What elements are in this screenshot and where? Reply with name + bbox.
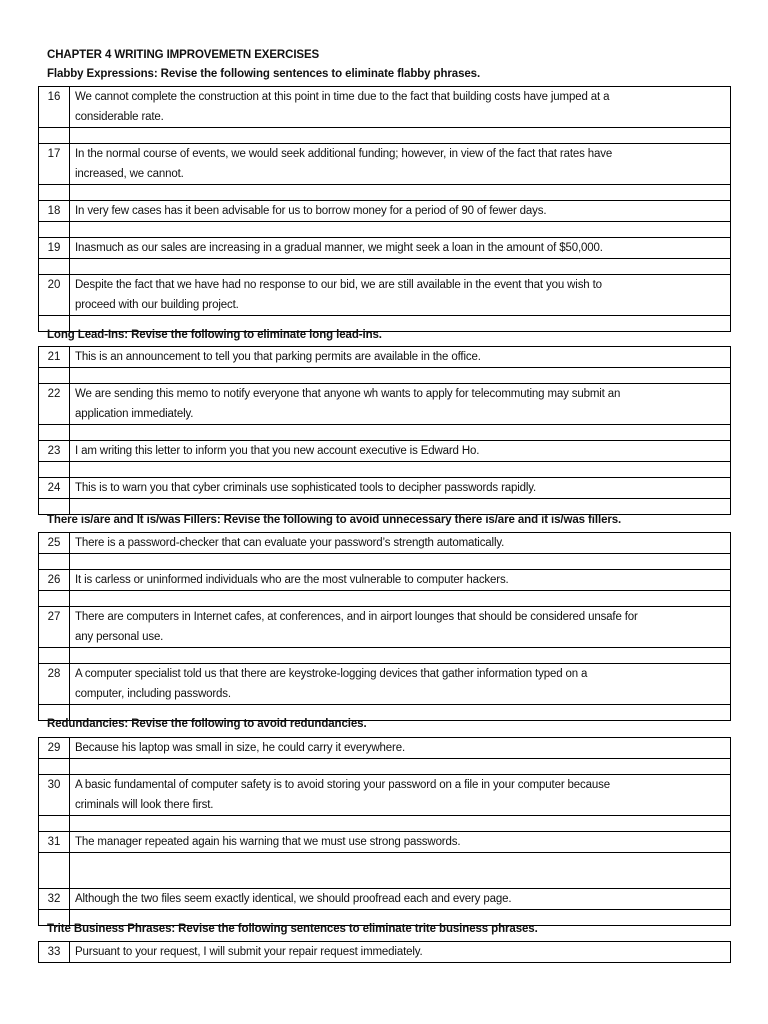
exercise-row [39,664,731,705]
exercise-row [39,384,731,425]
answer-row [39,425,731,441]
item-number: 16 [39,87,70,128]
item-text: I am writing this letter to inform you that you new account executive is Edward Ho. [70,441,731,462]
answer-row [39,462,731,478]
item-text: There are computers in Internet cafes, at conferences, and in airport lounges that should be considered unsafe for any personal use. [70,607,731,648]
exercise-row [39,738,731,759]
item-text: Because his laptop was small in size, he could carry it everywhere. [70,738,731,759]
item-text: We are sending this memo to notify everyone that anyone wh wants to apply for telecommuting may submit an application immediately. [70,384,731,425]
item-number: 29 [39,738,70,759]
item-number: 28 [39,664,70,705]
item-text: Despite the fact that we have had no response to our bid, we are still available in the event that you wish to proceed with our building project. [70,275,731,316]
answer-row [39,368,731,384]
exercise-row [39,570,731,591]
item-text: This is to warn you that cyber criminals use sophisticated tools to decipher passwords rapidly. [70,478,731,499]
answer-row [39,222,731,238]
item-text: A computer specialist told us that there are keystroke-logging devices that gather information typed on a computer, including passwords. [70,664,731,705]
exercise-table-redundancies [38,737,731,926]
section-heading-trite-phrases: Trite Business Phrases: Revise the following sentences to eliminate trite business phrases. [47,923,538,935]
exercise-table-long-lead-ins [38,346,731,515]
item-number: 31 [39,832,70,853]
exercise-table-trite-phrases [38,941,731,963]
page-title: CHAPTER 4 WRITING IMPROVEMETN EXERCISES [47,49,320,61]
item-number: 26 [39,570,70,591]
item-text: There is a password-checker that can evaluate your password’s strength automatically. [70,533,731,554]
exercise-row [39,275,731,316]
exercise-row [39,238,731,259]
item-number: 25 [39,533,70,554]
exercise-row [39,533,731,554]
section-heading-long-lead-ins: Long Lead-Ins: Revise the following to eliminate long lead-ins. [47,329,382,341]
answer-row [39,648,731,664]
exercise-row [39,441,731,462]
item-number: 27 [39,607,70,648]
answer-row [39,554,731,570]
exercise-row [39,607,731,648]
item-text: This is an announcement to tell you that parking permits are available in the office. [70,347,731,368]
item-text: Although the two files seem exactly identical, we should proofread each and every page. [70,889,731,910]
item-text: A basic fundamental of computer safety is to avoid storing your password on a file in your computer because criminals will look there first. [70,775,731,816]
answer-row [39,499,731,515]
item-number: 21 [39,347,70,368]
section-heading-fillers: There is/are and It is/was Fillers: Revise the following to avoid unnecessary there is/are and it is/was fillers. [47,514,622,526]
exercise-row [39,144,731,185]
answer-row [39,128,731,144]
item-number: 22 [39,384,70,425]
item-number: 19 [39,238,70,259]
exercise-row [39,832,731,853]
exercise-row [39,87,731,128]
exercise-row [39,942,731,963]
answer-row [39,853,731,889]
item-number: 17 [39,144,70,185]
item-text: We cannot complete the construction at this point in time due to the fact that building costs have jumped at a considerable rate. [70,87,731,128]
item-number: 23 [39,441,70,462]
section-heading-flabby: Flabby Expressions: Revise the following sentences to eliminate flabby phrases. [47,68,481,80]
section-heading-redundancies: Redundancies: Revise the following to avoid redundancies. [47,718,367,730]
answer-row [39,185,731,201]
exercise-row [39,775,731,816]
item-text: Pursuant to your request, I will submit your repair request immediately. [70,942,731,963]
exercise-table-flabby [38,86,731,332]
item-text: In very few cases has it been advisable for us to borrow money for a period of 90 of fewer days. [70,201,731,222]
exercise-table-fillers [38,532,731,721]
exercise-row [39,478,731,499]
item-number: 33 [39,942,70,963]
answer-row [39,259,731,275]
item-number: 24 [39,478,70,499]
item-text: The manager repeated again his warning that we must use strong passwords. [70,832,731,853]
answer-row [39,591,731,607]
item-number: 18 [39,201,70,222]
item-text: It is carless or uninformed individuals who are the most vulnerable to computer hackers. [70,570,731,591]
item-text: Inasmuch as our sales are increasing in a gradual manner, we might seek a loan in the amount of $50,000. [70,238,731,259]
item-text: In the normal course of events, we would seek additional funding; however, in view of the fact that rates have increased, we cannot. [70,144,731,185]
answer-row [39,816,731,832]
item-number: 30 [39,775,70,816]
exercise-row [39,347,731,368]
item-number: 20 [39,275,70,316]
exercise-row [39,201,731,222]
item-number: 32 [39,889,70,910]
exercise-row [39,889,731,910]
answer-row [39,759,731,775]
